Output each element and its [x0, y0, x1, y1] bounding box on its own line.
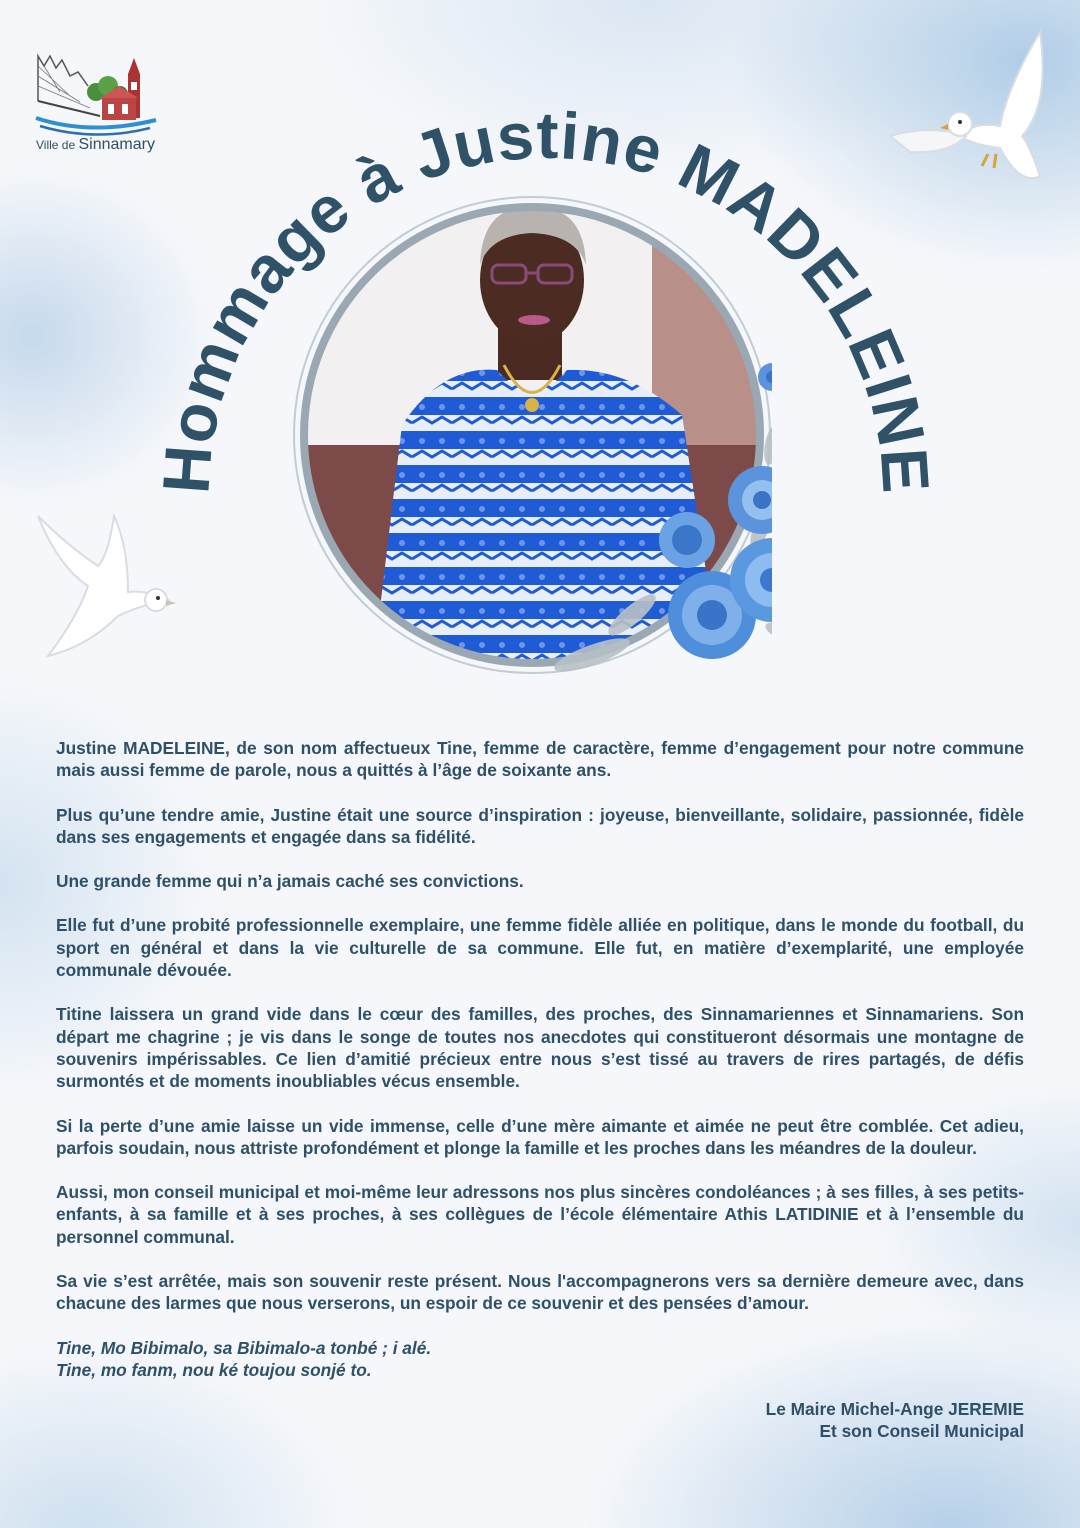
logo-name: Sinnamary: [78, 136, 155, 153]
dove-icon: [28, 506, 178, 666]
creole-poem: [56, 1337, 1024, 1382]
logo-prefix: Ville de: [36, 138, 79, 152]
paragraph-8: Sa vie s’est arrêtée, mais son souvenir reste présent. Nous l'accompagnerons vers sa dernière demeure avec, dans chacune des larmes que nous verserons, un espoir de ce souvenir et des pensées d’amour.: [56, 1271, 1024, 1314]
paragraph-6: Si la perte d’une amie laisse un vide immense, celle d’une mère aimante et aimée ne peut être comblée. Cet adieu, parfois soudain, nous attriste profondément et plonge la famille et les proches dans les méandres de la douleur.: [56, 1115, 1024, 1158]
poem-line-2: Tine, mo fanm, nou ké toujou sonjé to.: [56, 1359, 372, 1380]
signature-line-2: Et son Conseil Municipal: [819, 1421, 1024, 1441]
paragraph-2: Plus qu’une tendre amie, Justine était une source d’inspiration : joyeuse, bienveillante, solidaire, passionnée, fidèle dans ses engagements et engagée dans sa fidélité.: [56, 804, 1024, 847]
paragraph-1: Justine MADELEINE, de son nom affectueux Tine, femme de caractère, femme d’engagement pour notre commune mais aussi femme de parole, nous a quittés à l’âge de soixante ans.: [56, 738, 1024, 781]
paragraph-7: Aussi, mon conseil municipal et moi-même leur adressons nos plus sincères condoléances ; à ses filles, à ses petits-enfants, à sa famille et à ses proches, à ses collègues de l’école élémentaire Athis LATIDINIE et à l’ensemble du personnel communal.: [56, 1182, 1024, 1247]
signature: [766, 1398, 1024, 1442]
portrait-photo: [292, 195, 772, 675]
paragraph-4: Elle fut d’une probité professionnelle exemplaire, une femme fidèle alliée en politique, dans le monde du football, du sport en général et dans la vie culturelle de sa commune. Elle fut, en matière d’exemplarité, une employée communale dévouée.: [56, 915, 1024, 981]
page-title: Hommage à Justine MADELEINE: [148, 97, 944, 496]
paragraph-3: Une grande femme qui n’a jamais caché ses convictions.: [56, 871, 524, 892]
poem-line-1: Tine, Mo Bibimalo, sa Bibimalo-a tonbé ; i alé.: [56, 1337, 432, 1358]
paragraph-5: Titine laissera un grand vide dans le cœur des familles, des proches, des Sinnamariennes et Sinnamariens. Son départ me chagrine ; je vis dans le songe de toutes nos anecdotes qui constitueront désormais une montagne de souvenirs impérissables. Ce lien d’amitié précieux entre nous s’est tissé au travers de rires partagés, de défis surmontés et de moments inoubliables vécus ensemble.: [56, 1004, 1024, 1092]
dove-icon: [890, 26, 1060, 196]
tribute-text: [56, 737, 1024, 1403]
signature-line-1: Le Maire Michel-Ange JEREMIE: [765, 1399, 1024, 1419]
